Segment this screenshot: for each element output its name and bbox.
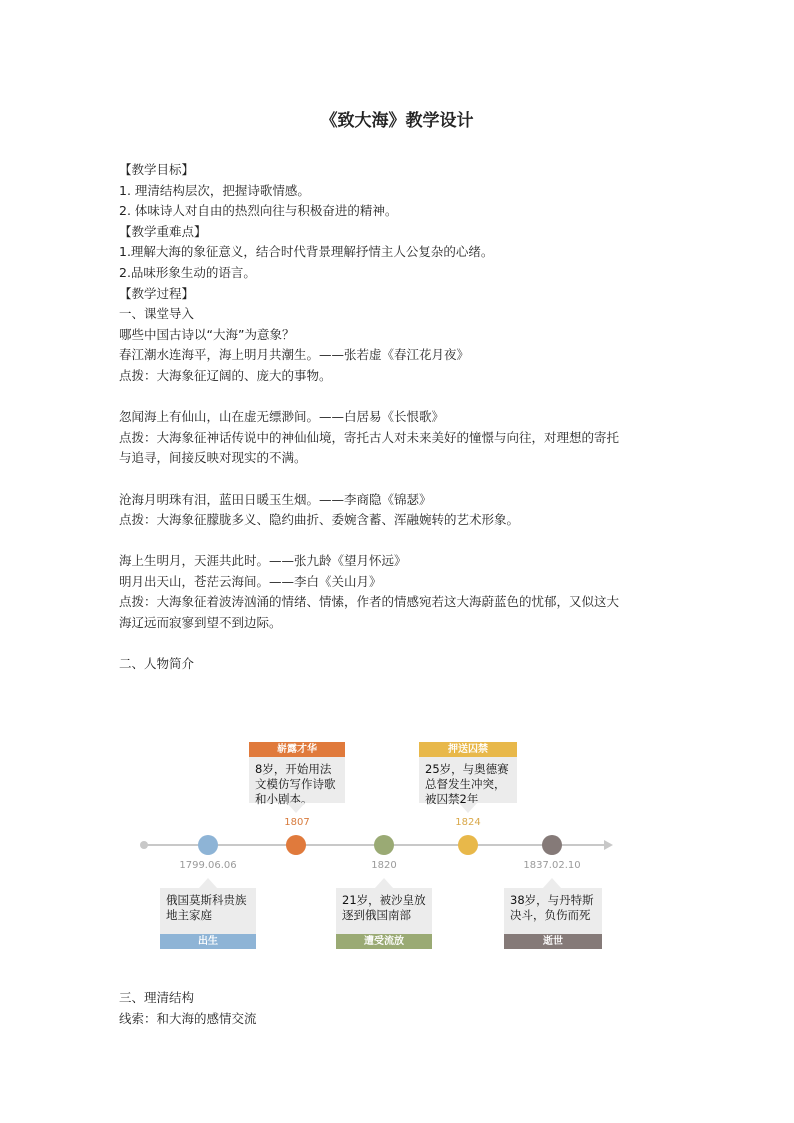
- text-line: 【教学重难点】: [119, 223, 207, 239]
- text-line: 点拨：大海象征神话传说中的神仙仙境，寄托古人对未来美好的憧憬与向往，对理想的寄托: [119, 429, 620, 445]
- text-line: 哪些中国古诗以“大海”为意象？: [119, 326, 295, 342]
- timeline-tag: 逝世: [504, 934, 602, 949]
- timeline-dot: [286, 835, 306, 855]
- text-line: 点拨：大海象征朦胧多义、隐约曲折、委婉含蓄、浑融婉转的艺术形象。: [119, 512, 520, 528]
- text-line: 1.理解大海的象征意义，结合时代背景理解抒情主人公复杂的心绪。: [119, 244, 494, 260]
- timeline-card: 8岁，开始用法文模仿写作诗歌和小剧本。: [249, 757, 345, 803]
- timeline-card: 俄国莫斯科贵族地主家庭: [160, 888, 256, 934]
- callout-pointer: [543, 878, 561, 888]
- callout-pointer: [287, 803, 305, 813]
- text-line: 2. 体味诗人对自由的热烈向往与积极奋进的精神。: [119, 203, 398, 219]
- text-line: 与追寻，间接反映对现实的不满。: [119, 450, 307, 466]
- text-line: 点拨：大海象征辽阔的、庞大的事物。: [119, 367, 332, 383]
- timeline-dot: [542, 835, 562, 855]
- text-line: 沧海月明珠有泪，蓝田日暖玉生烟。——李商隐《锦瑟》: [119, 491, 432, 507]
- timeline-dot: [198, 835, 218, 855]
- text-line: 【教学过程】: [119, 285, 195, 301]
- timeline-year: 1837.02.10: [523, 860, 581, 871]
- timeline-year: 1820: [371, 860, 397, 871]
- timeline-tag: 出生: [160, 934, 256, 949]
- text-line: 2.品味形象生动的语言。: [119, 264, 256, 280]
- text-line: 点拨：大海象征着波涛汹涌的情绪、情愫，作者的情感宛若这大海蔚蓝色的忧郁，又似这大: [119, 594, 620, 610]
- text-line: 春江潮水连海平，海上明月共潮生。——张若虚《春江花月夜》: [119, 347, 470, 363]
- timeline-tag: 崭露才华: [249, 742, 345, 757]
- text-line: 【教学目标】: [119, 162, 195, 177]
- timeline-card: 25岁，与奥德赛总督发生冲突，被囚禁2年: [419, 757, 517, 803]
- timeline-card: 38岁，与丹特斯决斗，负伤而死: [504, 888, 602, 934]
- text-line: 忽闻海上有仙山，山在虚无缥渺间。——白居易《长恨歌》: [119, 409, 445, 425]
- text-line: 海辽远而寂寥到望不到边际。: [119, 615, 282, 631]
- text-line: 线索：和大海的感情交流: [119, 1010, 257, 1026]
- timeline-year: 1799.06.06: [179, 860, 237, 871]
- timeline-dot: [458, 835, 478, 855]
- callout-pointer: [375, 878, 393, 888]
- timeline-card: 21岁，被沙皇放逐到俄国南部: [336, 888, 432, 934]
- timeline-arrow-icon: [604, 840, 613, 850]
- callout-pointer: [199, 878, 217, 888]
- text-line: 明月出天山，苍茫云海间。——李白《关山月》: [119, 573, 382, 589]
- timeline-tag: 押送囚禁: [419, 742, 517, 757]
- timeline-year: 1807: [284, 817, 310, 828]
- text-line: 1. 理清结构层次，把握诗歌情感。: [119, 182, 310, 198]
- document-title: 《致大海》教学设计: [320, 111, 474, 131]
- timeline-tag: 遭受流放: [336, 934, 432, 949]
- biography-timeline: [140, 740, 620, 952]
- text-line: 一、课堂导入: [119, 306, 195, 322]
- callout-pointer: [459, 803, 477, 813]
- timeline-dot: [374, 835, 394, 855]
- document-body: [119, 160, 679, 675]
- section-heading: 二、人物简介: [119, 656, 195, 672]
- text-line: 海上生明月，天涯共此时。——张九龄《望月怀远》: [119, 553, 407, 569]
- structure-section: [119, 988, 679, 1029]
- timeline-year: 1824: [455, 817, 481, 828]
- section-heading: 三、理清结构: [119, 990, 195, 1005]
